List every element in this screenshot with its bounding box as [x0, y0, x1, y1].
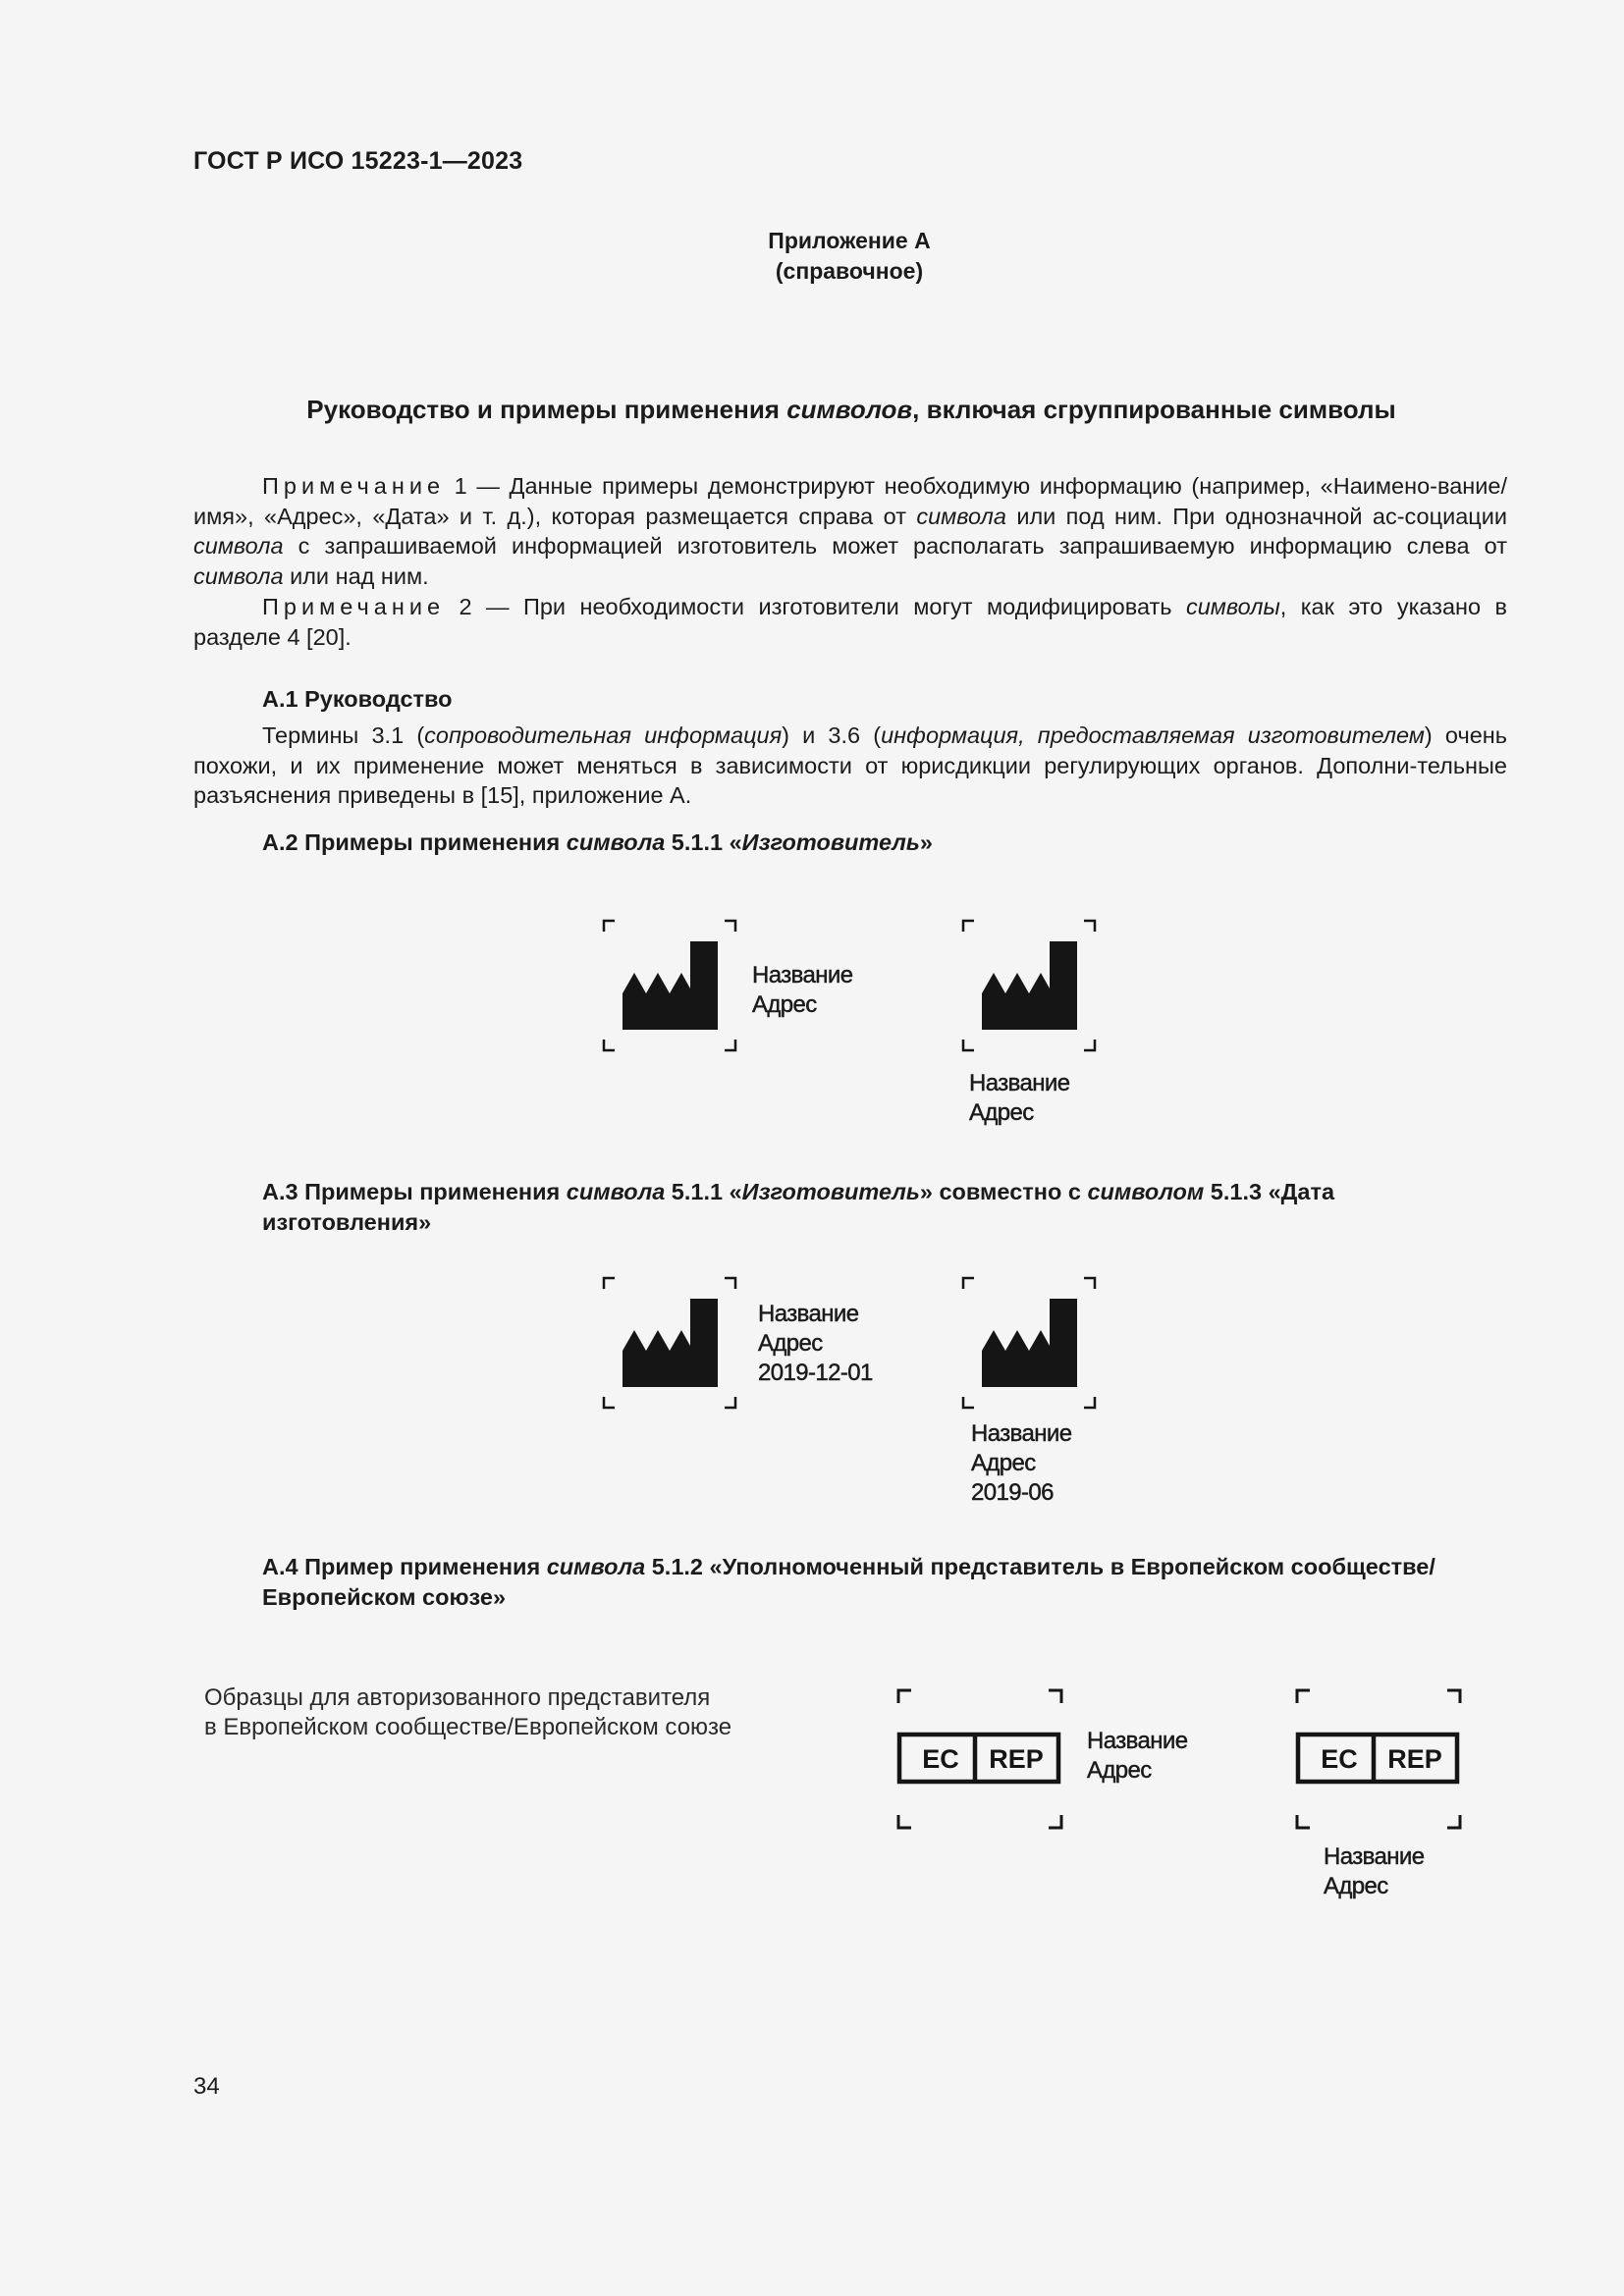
address-label: Адрес — [752, 991, 817, 1018]
note-italic: символа — [193, 562, 284, 589]
name-label: Название — [971, 1420, 1072, 1447]
address-label: Адрес — [971, 1450, 1036, 1476]
name-label: Название — [758, 1301, 859, 1327]
ec-rep-symbol-2 — [1294, 1687, 1463, 1831]
page-number: 34 — [193, 2073, 220, 2100]
heading-text: 5.1.1 « — [665, 1179, 742, 1204]
note-text: с запрашиваемой информацией изготовитель может располагать запрашиваемую информацию слева от — [283, 533, 1507, 559]
ec-rep-icon — [899, 1735, 1058, 1782]
note-text: или под ним. При однозначной ас-социации — [1005, 503, 1507, 529]
para-text: ) очень похожи, и их применение может меняться в зависимости от юрисдикции регулирующих органов. Дополни-тельные разъяснения приведены в [15], приложение А. — [193, 722, 1507, 808]
rep-label: REP — [1387, 1744, 1442, 1774]
heading-italic: символом — [1087, 1179, 1205, 1204]
heading-text: 5.1.2 «Уполномоченный представитель в Европейском сообществе/Европейском союзе» — [262, 1554, 1435, 1610]
heading-text: 5.1.3 «Дата изготовления» — [262, 1179, 1335, 1235]
page-title — [193, 395, 1509, 425]
heading-text: А.3 Примеры применения — [262, 1179, 567, 1204]
heading-text: » — [919, 829, 933, 855]
note-1 — [193, 471, 1507, 591]
factory-icon — [982, 1299, 1077, 1387]
heading-italic: Изготовитель — [741, 829, 920, 855]
sample-caption-line: в Европейском сообществе/Европейском союзе — [204, 1714, 732, 1740]
manufacturer-symbol-3 — [602, 1276, 737, 1410]
manufacturer-symbol-2 — [961, 919, 1097, 1052]
name-label: Название — [1324, 1843, 1425, 1870]
page-title-italic: символов — [786, 395, 913, 424]
page-title-part: , включая сгруппированные символы — [912, 395, 1396, 424]
page-title-part: Руководство и примеры применения — [306, 395, 787, 424]
document-id: ГОСТ Р ИСО 15223-1—2023 — [193, 147, 523, 175]
para-text: Термины 3.1 ( — [262, 722, 425, 748]
factory-icon — [623, 941, 718, 1030]
label-below-a2 — [969, 1069, 1069, 1128]
section-a1-text — [193, 721, 1507, 811]
name-label: Название — [969, 1070, 1070, 1096]
note-text: , как это указано в разделе 4 [20]. — [193, 594, 1507, 650]
note-label: Примечание — [262, 594, 446, 619]
section-a2-heading — [262, 828, 1507, 858]
sample-caption — [204, 1683, 731, 1742]
name-label: Название — [1087, 1728, 1188, 1754]
note-2 — [193, 592, 1507, 652]
ec-rep-symbol-1 — [895, 1687, 1064, 1831]
manufacturer-symbol-1 — [602, 919, 737, 1052]
note-text: 1 — Данные примеры демонстрируют необходимую информацию (например, «Наимено-вание/имя», «Адрес», «Дата» и т. д.), которая размещается справа от — [193, 473, 1507, 529]
section-a4-heading — [262, 1552, 1507, 1612]
manufacturer-symbol-4 — [961, 1276, 1097, 1410]
annex-heading — [0, 226, 1624, 287]
date-label: 2019-06 — [971, 1479, 1054, 1506]
label-right-a2 — [752, 961, 852, 1020]
annex-title: Приложение А — [768, 228, 931, 253]
name-label: Название — [752, 962, 853, 988]
heading-text: » совместно с — [919, 1179, 1088, 1204]
heading-text: 5.1.1 « — [665, 829, 742, 855]
address-label: Адрес — [758, 1330, 823, 1357]
address-label: Адрес — [1324, 1873, 1388, 1899]
label-right-a3 — [758, 1300, 873, 1388]
para-italic: информация, предоставляемая изготовителем — [881, 722, 1425, 748]
heading-text: А.2 Примеры применения — [262, 829, 567, 855]
note-label: Примечание — [262, 473, 446, 499]
heading-text: А.4 Пример применения — [262, 1554, 547, 1579]
annex-subtitle: (справочное) — [775, 258, 924, 284]
rep-label: REP — [989, 1744, 1044, 1774]
para-text: ) и 3.6 ( — [782, 722, 882, 748]
factory-icon — [623, 1299, 718, 1387]
para-italic: сопроводительная информация — [424, 722, 783, 748]
note-text: 2 — При необходимости изготовители могут модифицировать — [445, 594, 1186, 619]
note-italic: символа — [916, 503, 1006, 529]
section-a1-heading: А.1 Руководство — [262, 686, 453, 712]
section-a3-heading — [262, 1177, 1507, 1237]
address-label: Адрес — [1087, 1757, 1152, 1784]
heading-italic: символа — [566, 829, 666, 855]
label-below-a3 — [971, 1419, 1071, 1508]
heading-italic: символа — [566, 1179, 666, 1204]
note-text: или над ним. — [283, 562, 429, 589]
heading-italic: символа — [546, 1554, 646, 1579]
ec-rep-icon — [1298, 1735, 1457, 1782]
note-italic: символа — [193, 533, 284, 559]
heading-italic: Изготовитель — [741, 1179, 920, 1204]
label-below-a4 — [1324, 1842, 1424, 1901]
note-italic: символы — [1185, 594, 1280, 619]
label-right-a4 — [1087, 1727, 1187, 1786]
ec-label: EC — [1321, 1744, 1358, 1774]
factory-icon — [982, 941, 1077, 1030]
sample-caption-line: Образцы для авторизованного представителя — [204, 1684, 711, 1711]
ec-label: EC — [922, 1744, 959, 1774]
address-label: Адрес — [969, 1099, 1034, 1126]
date-label: 2019-12-01 — [758, 1360, 873, 1386]
